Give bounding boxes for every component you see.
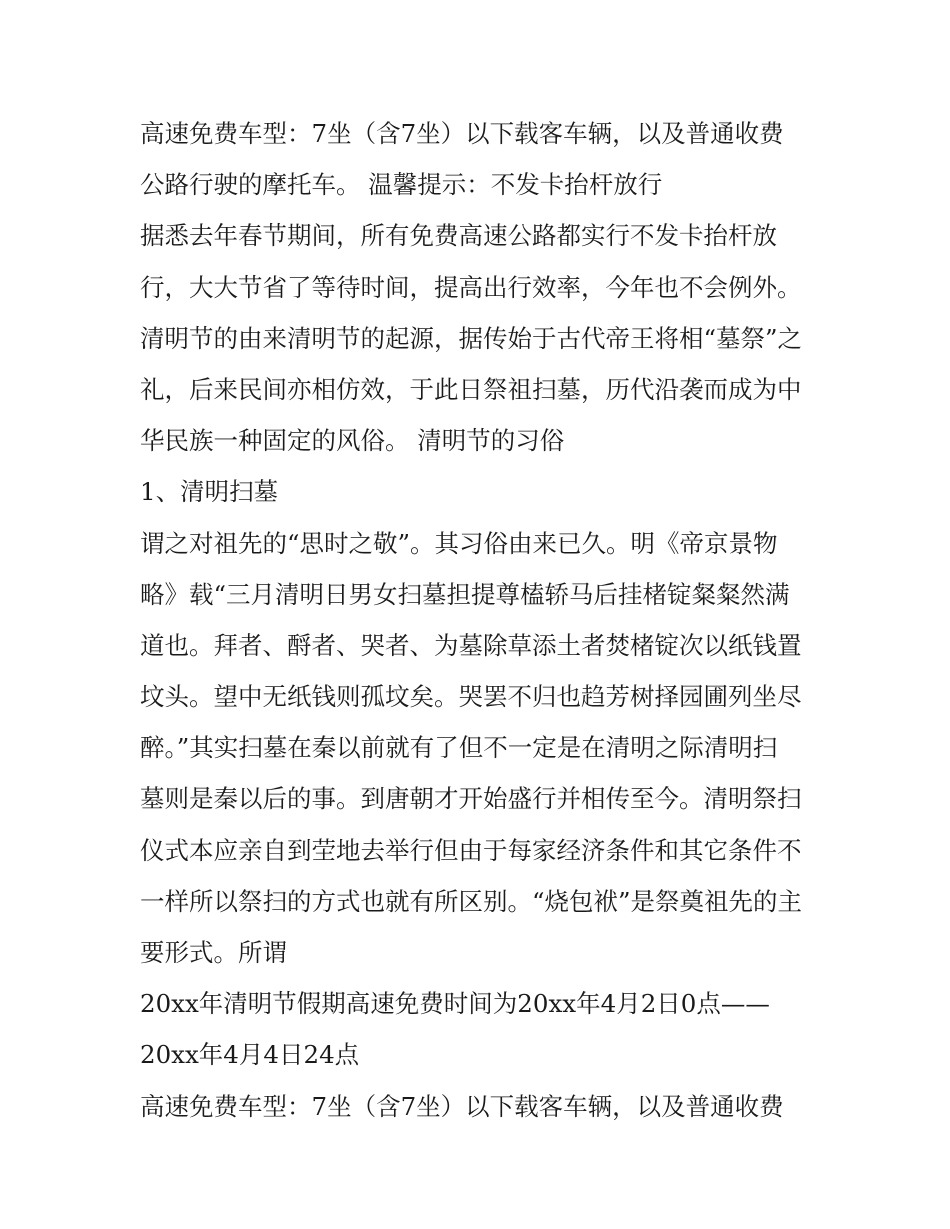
text-line: 道也。拜者、酹者、哭者、为墓除草添土者焚楮锭次以纸钱置 — [140, 630, 802, 660]
text-line: 坟头。望中无纸钱则孤坟矣。哭罢不归也趋芳树择园圃列坐尽 — [140, 682, 802, 712]
text-line: 华民族一种固定的风俗。 清明节的习俗 — [140, 426, 565, 456]
text-line: 行，大大节省了等待时间，提高出行效率，今年也不会例外。 — [140, 272, 802, 302]
text-line: 一样所以祭扫的方式也就有所区别。“烧包袱”是祭奠祖先的主 — [140, 886, 803, 916]
text-line: 谓之对祖先的“思时之敬”。其习俗由来已久。明《帝京景物 — [140, 528, 778, 558]
section-heading: 1、清明扫墓 — [140, 477, 279, 507]
document-body — [140, 108, 820, 1132]
text-line: 略》载“三月清明日男女扫墓担提尊榼轿马后挂楮锭粲粲然满 — [140, 579, 790, 609]
text-line: 高速免费车型：7坐（含7坐）以下载客车辆，以及普通收费 — [140, 119, 784, 148]
text-line: 醉。”其实扫墓在秦以前就有了但不一定是在清明之际清明扫 — [140, 733, 778, 763]
text-line: 20xx年4月4日24点 — [140, 1040, 360, 1070]
text-line: 要形式。所谓 — [140, 938, 287, 967]
text-line: 礼，后来民间亦相仿效，于此日祭祖扫墓，历代沿袭而成为中 — [140, 374, 802, 404]
text-line: 清明节的由来清明节的起源，据传始于古代帝王将相“墓祭”之 — [140, 323, 803, 353]
text-line: 高速免费车型：7坐（含7坐）以下载客车辆，以及普通收费 — [140, 1091, 784, 1121]
text-line: 墓则是秦以后的事。到唐朝才开始盛行并相传至今。清明祭扫 — [140, 784, 802, 814]
text-line: 公路行驶的摩托车。 温馨提示：不发卡抬杆放行 — [140, 170, 663, 200]
text-line: 仪式本应亲自到茔地去举行但由于每家经济条件和其它条件不 — [140, 835, 802, 865]
text-line: 据悉去年春节期间，所有免费高速公路都实行不发卡抬杆放 — [140, 221, 777, 251]
text-line: 20xx年清明节假期高速免费时间为20xx年4月2日0点—— — [140, 989, 770, 1019]
